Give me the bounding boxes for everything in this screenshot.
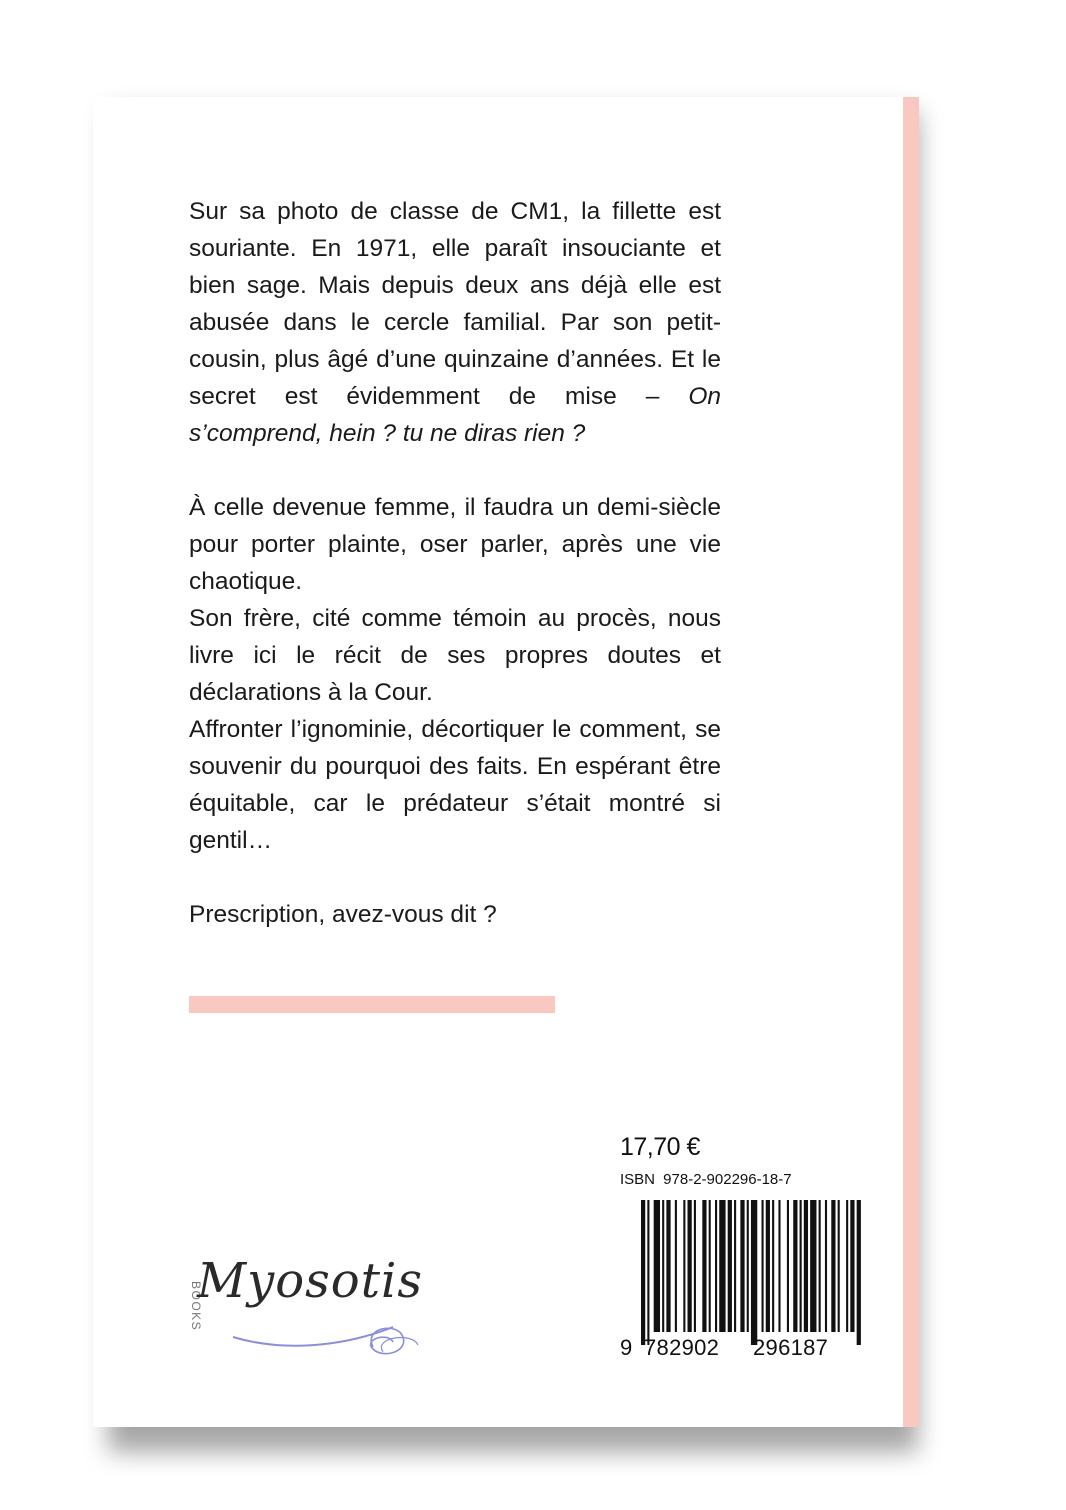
barcode-bar	[728, 1200, 732, 1332]
barcode-bar	[787, 1200, 789, 1332]
barcode-bar	[831, 1200, 835, 1332]
barcode-bar	[688, 1200, 692, 1332]
swirl-icon	[223, 1297, 443, 1367]
barcode-bar	[850, 1200, 854, 1332]
barcode-bar	[675, 1200, 677, 1332]
isbn-label: ISBN 978-2-902296-18-7	[620, 1171, 792, 1188]
blurb-quote: On s’comprend, hein ? tu ne diras rien ?	[189, 383, 721, 447]
barcode-bar	[647, 1200, 649, 1345]
barcode-bar	[772, 1200, 774, 1332]
barcode-bar	[804, 1200, 808, 1332]
barcode-bar	[702, 1200, 706, 1332]
barcode-bar	[857, 1200, 861, 1345]
barcode-bar	[719, 1200, 725, 1332]
barcode-bar	[751, 1200, 757, 1345]
barcode-bar	[778, 1200, 780, 1332]
barcode-bar	[846, 1200, 848, 1332]
barcode-digit-first: 9	[620, 1335, 633, 1360]
barcode-bar	[715, 1200, 717, 1332]
pink-edge-strip	[903, 97, 919, 1427]
decorative-pink-bar	[189, 996, 555, 1013]
publisher-logo	[183, 1247, 453, 1367]
blurb-paragraph-4: Affronter l’ignominie, décortiquer le comment, se souvenir du pourquoi des faits. En espérant être équitable, car le prédateur s’était montré si gentil…	[189, 716, 721, 854]
blurb-closing-question: Prescription, avez-vous dit ?	[189, 901, 497, 928]
barcode-bar	[654, 1200, 660, 1332]
barcode-bar	[766, 1200, 770, 1332]
barcode-bar	[666, 1200, 670, 1332]
publisher-logo-books: BOOKS	[189, 1281, 203, 1332]
barcode-bar	[762, 1200, 764, 1332]
barcode-bar	[747, 1200, 749, 1332]
publisher-logo-wordmark: Myosotis	[197, 1253, 423, 1309]
barcode-bar	[825, 1200, 827, 1332]
barcode-digits-left: 782902	[644, 1335, 720, 1360]
blurb-paragraph-3: Son frère, cité comme témoin au procès, nous livre ici le récit de ses propres doutes et déclarations à la Cour.	[189, 605, 721, 706]
barcode-bar	[683, 1200, 685, 1332]
blurb-paragraph-2: À celle devenue femme, il faudra un demi-siècle pour porter plainte, oser parler, après une vie chaotique.	[189, 494, 721, 595]
barcode-bar	[810, 1200, 816, 1332]
barcode-bar	[819, 1200, 821, 1332]
barcode-bar	[793, 1200, 797, 1332]
barcode-bar	[641, 1200, 645, 1345]
barcode-bar	[662, 1200, 664, 1332]
barcode-bar	[694, 1200, 696, 1332]
back-cover-blurb	[189, 193, 721, 933]
barcode-digits	[620, 1335, 866, 1365]
barcode-bar	[800, 1200, 802, 1332]
barcode-bar	[709, 1200, 711, 1332]
barcode-bar	[740, 1200, 744, 1332]
barcode-bar	[838, 1200, 840, 1332]
blurb-paragraph-1: Sur sa photo de classe de CM1, la fillette est souriante. En 1971, elle paraît insouciante et bien sage. Mais depuis deux ans déjà elle est abusée dans le cercle familial. Par son petit-cousin, plus âgé d’une quinzaine d’années. Et le secret est évidemment de mise – On s’comprend, hein ? tu ne diras rien ?	[189, 198, 721, 447]
price-label: 17,70 €	[620, 1133, 700, 1161]
barcode-bar	[734, 1200, 736, 1332]
barcode	[641, 1200, 863, 1345]
book-back-cover	[93, 97, 919, 1427]
barcode-digits-right: 296187	[753, 1335, 829, 1360]
